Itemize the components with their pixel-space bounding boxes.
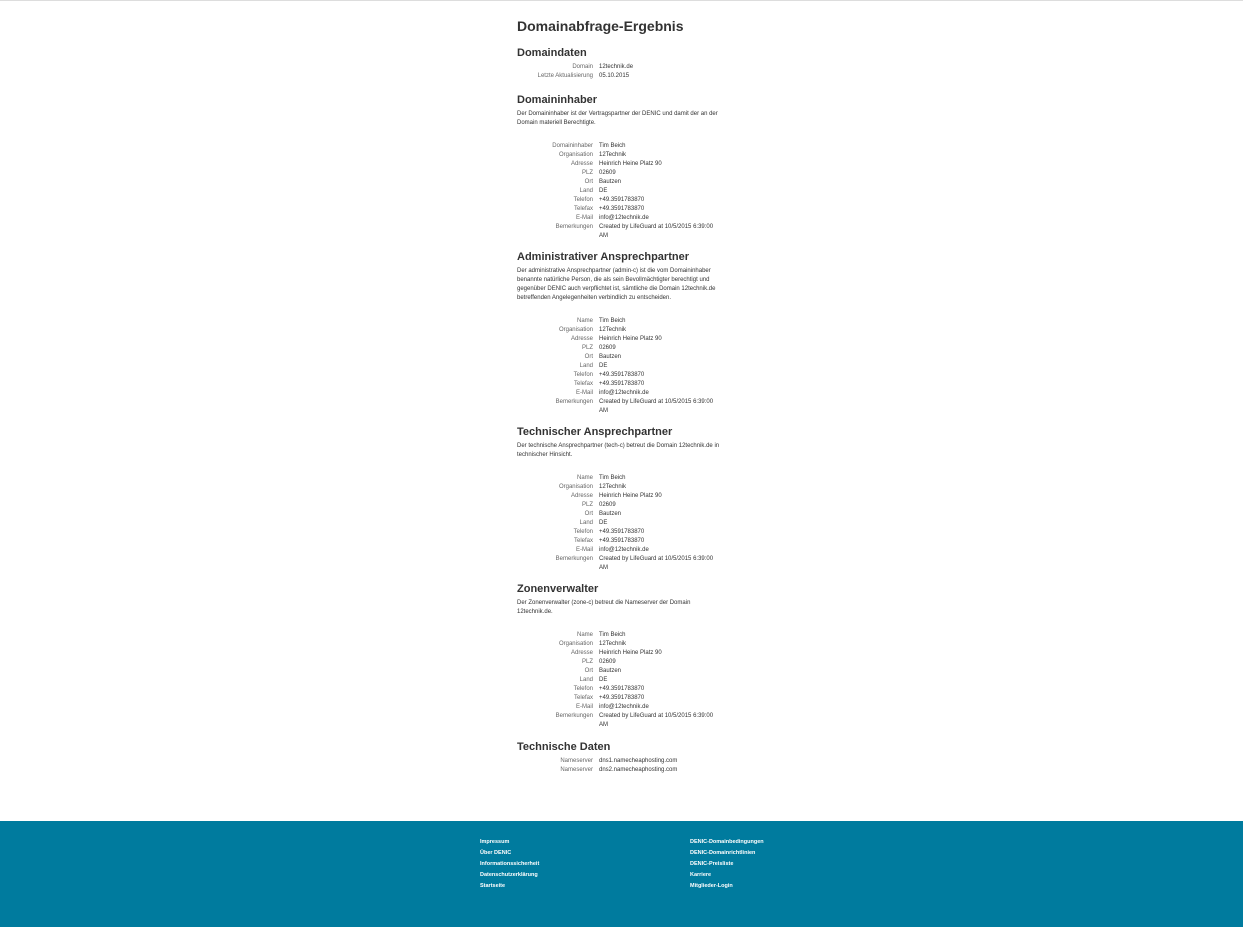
section-zone-c xyxy=(517,582,727,730)
zone-c-rows xyxy=(517,631,727,730)
row-value: 12technik.de xyxy=(599,64,634,70)
data-row xyxy=(517,142,727,151)
row-label: E-Mail xyxy=(575,704,593,710)
row-value: Created by LifeGuard at 10/5/2015 6:39:00 AM xyxy=(599,713,714,728)
row-label: Telefon xyxy=(573,197,593,203)
data-row xyxy=(517,649,727,658)
data-row xyxy=(517,555,727,573)
data-row xyxy=(517,546,727,555)
data-row xyxy=(517,658,727,667)
row-value: Created by LifeGuard at 10/5/2015 6:39:00 AM xyxy=(599,399,714,414)
row-label: Land xyxy=(579,188,593,194)
row-label: Name xyxy=(576,632,593,638)
data-row xyxy=(517,631,727,640)
row-value: info@12technik.de xyxy=(599,215,649,221)
row-value: 12Technik xyxy=(599,484,627,490)
row-value: Tim Beich xyxy=(599,632,626,638)
row-label: Nameserver xyxy=(560,767,593,773)
footer-link[interactable]: DENIC-Preisliste xyxy=(690,861,734,867)
row-value: Heinrich Heine Platz 90 xyxy=(599,493,662,499)
row-label: E-Mail xyxy=(575,390,593,396)
data-row xyxy=(517,317,727,326)
row-value: 05.10.2015 xyxy=(599,73,630,79)
data-row xyxy=(517,398,727,416)
footer-link[interactable]: DENIC-Domainbedingungen xyxy=(690,839,764,845)
row-value: dns1.namecheaphosting.com xyxy=(599,758,678,764)
row-label: Telefon xyxy=(573,686,593,692)
row-label: PLZ xyxy=(581,345,593,351)
row-label: E-Mail xyxy=(575,215,593,221)
data-row xyxy=(517,766,727,775)
footer-link[interactable]: DENIC-Domainrichtlinien xyxy=(690,850,756,856)
row-value: Tim Beich xyxy=(599,475,626,481)
row-value: Bautzen xyxy=(599,511,622,517)
row-value: +49.3591783870 xyxy=(599,372,645,378)
row-label: Adresse xyxy=(570,161,593,167)
row-label: PLZ xyxy=(581,502,593,508)
section-technische-daten xyxy=(517,740,727,775)
footer xyxy=(0,821,1243,927)
section-description: Der technische Ansprechpartner (tech-c) betreut die Domain 12technik.de in technischer Hinsicht. xyxy=(517,443,720,458)
footer-link[interactable]: Datenschutzerklärung xyxy=(480,872,538,878)
row-value: Heinrich Heine Platz 90 xyxy=(599,161,662,167)
main-content xyxy=(517,17,727,775)
row-value: 12Technik xyxy=(599,152,627,158)
data-row xyxy=(517,519,727,528)
row-label: Ort xyxy=(584,668,593,674)
row-value: Bautzen xyxy=(599,179,622,185)
row-label: Organisation xyxy=(558,327,593,333)
row-label: E-Mail xyxy=(575,547,593,553)
data-row xyxy=(517,362,727,371)
row-value: dns2.namecheaphosting.com xyxy=(599,767,678,773)
data-row xyxy=(517,694,727,703)
footer-link[interactable]: Mitglieder-Login xyxy=(690,883,733,889)
row-label: Organisation xyxy=(558,152,593,158)
footer-links-left xyxy=(480,837,539,892)
data-row xyxy=(517,326,727,335)
data-row xyxy=(517,344,727,353)
section-tech-c xyxy=(517,425,727,573)
data-row xyxy=(517,160,727,169)
row-label: Name xyxy=(576,318,593,324)
technische-daten-rows xyxy=(517,757,727,775)
row-label: Adresse xyxy=(570,650,593,656)
row-label: Adresse xyxy=(570,336,593,342)
data-row xyxy=(517,676,727,685)
row-value: Heinrich Heine Platz 90 xyxy=(599,336,662,342)
data-row xyxy=(517,214,727,223)
data-row xyxy=(517,187,727,196)
data-row xyxy=(517,712,727,730)
data-row xyxy=(517,474,727,483)
section-description: Der Zonenverwalter (zone-c) betreut die Nameserver der Domain 12technik.de. xyxy=(517,600,691,615)
row-label: Domaininhaber xyxy=(552,143,593,149)
data-row xyxy=(517,757,727,766)
row-value: info@12technik.de xyxy=(599,704,649,710)
row-value: +49.3591783870 xyxy=(599,197,645,203)
row-value: 12Technik xyxy=(599,641,627,647)
row-label: Telefon xyxy=(573,372,593,378)
domaininhaber-rows xyxy=(517,142,727,241)
admin-c-rows xyxy=(517,317,727,416)
data-row xyxy=(517,169,727,178)
section-heading: Domaininhaber xyxy=(517,94,598,106)
row-value: +49.3591783870 xyxy=(599,686,645,692)
section-heading: Domaindaten xyxy=(517,47,587,59)
row-value: DE xyxy=(599,677,608,683)
row-value: +49.3591783870 xyxy=(599,381,645,387)
data-row xyxy=(517,501,727,510)
section-heading: Zonenverwalter xyxy=(517,583,599,595)
row-label: Ort xyxy=(584,354,593,360)
row-value: 02609 xyxy=(599,502,616,508)
row-label: Letzte Aktualisierung xyxy=(537,73,593,79)
row-label: Organisation xyxy=(558,641,593,647)
data-row xyxy=(517,196,727,205)
row-value: 02609 xyxy=(599,659,616,665)
section-heading: Technischer Ansprechpartner xyxy=(517,426,673,438)
row-label: Name xyxy=(576,475,593,481)
row-label: Adresse xyxy=(570,493,593,499)
section-domaindaten xyxy=(517,46,727,81)
section-domaininhaber xyxy=(517,93,727,241)
row-label: PLZ xyxy=(581,170,593,176)
row-label: Ort xyxy=(584,511,593,517)
row-label: Land xyxy=(579,520,593,526)
section-admin-c xyxy=(517,250,727,416)
row-value: +49.3591783870 xyxy=(599,529,645,535)
row-label: Organisation xyxy=(558,484,593,490)
row-label: Nameserver xyxy=(560,758,593,764)
row-value: DE xyxy=(599,363,608,369)
row-value: +49.3591783870 xyxy=(599,538,645,544)
section-description: Der administrative Ansprechpartner (admin-c) ist die vom Domaininhaber benannte natürliche Person, die als sein Bevollmächtigter berechtigt und gegenüber DENIC auch verpflichtet ist, sämtliche die Domain 12technik.de betreffenden Angelegenheiten verbindlich zu entscheiden. xyxy=(517,268,716,301)
row-value: Bautzen xyxy=(599,668,622,674)
row-label: Bemerkungen xyxy=(555,399,593,405)
row-value: DE xyxy=(599,188,608,194)
page-title: Domainabfrage-Ergebnis xyxy=(517,18,684,34)
row-value: Heinrich Heine Platz 90 xyxy=(599,650,662,656)
footer-links-right xyxy=(690,837,764,892)
domaindaten-rows xyxy=(517,63,727,81)
data-row xyxy=(517,685,727,694)
row-value: Tim Beich xyxy=(599,143,626,149)
row-value: Created by LifeGuard at 10/5/2015 6:39:00 AM xyxy=(599,556,714,571)
data-row xyxy=(517,640,727,649)
row-label: Domain xyxy=(572,64,593,70)
footer-link[interactable]: Informationssicherheit xyxy=(480,861,540,867)
row-value: 12Technik xyxy=(599,327,627,333)
data-row xyxy=(517,492,727,501)
data-row xyxy=(517,483,727,492)
data-row xyxy=(517,353,727,362)
row-label: Telefon xyxy=(573,529,593,535)
row-label: Land xyxy=(579,677,593,683)
data-row xyxy=(517,151,727,160)
row-label: Telefax xyxy=(573,538,593,544)
footer-link[interactable]: Startseite xyxy=(480,883,506,889)
data-row xyxy=(517,223,727,241)
row-value: 02609 xyxy=(599,170,616,176)
data-row xyxy=(517,72,727,81)
section-description: Der Domaininhaber ist der Vertragspartner der DENIC und damit der an der Domain materiell Berechtigte. xyxy=(517,111,718,126)
footer-link[interactable]: Karriere xyxy=(690,872,712,878)
data-row xyxy=(517,510,727,519)
section-heading: Administrativer Ansprechpartner xyxy=(517,251,689,263)
data-row xyxy=(517,63,727,72)
row-value: Tim Beich xyxy=(599,318,626,324)
data-row xyxy=(517,335,727,344)
row-value: info@12technik.de xyxy=(599,390,649,396)
row-value: +49.3591783870 xyxy=(599,695,645,701)
row-value: Created by LifeGuard at 10/5/2015 6:39:00 AM xyxy=(599,224,714,239)
row-value: DE xyxy=(599,520,608,526)
tech-c-rows xyxy=(517,474,727,573)
footer-link[interactable]: Impressum xyxy=(480,839,510,845)
footer-link[interactable]: Über DENIC xyxy=(480,850,512,856)
data-row xyxy=(517,371,727,380)
row-value: 02609 xyxy=(599,345,616,351)
data-row xyxy=(517,389,727,398)
row-label: Bemerkungen xyxy=(555,224,593,230)
top-border xyxy=(0,0,1243,1)
row-label: Bemerkungen xyxy=(555,713,593,719)
data-row xyxy=(517,205,727,214)
row-label: Bemerkungen xyxy=(555,556,593,562)
row-value: +49.3591783870 xyxy=(599,206,645,212)
row-label: Telefax xyxy=(573,206,593,212)
row-value: Bautzen xyxy=(599,354,622,360)
data-row xyxy=(517,178,727,187)
row-value: info@12technik.de xyxy=(599,547,649,553)
data-row xyxy=(517,703,727,712)
row-label: Land xyxy=(579,363,593,369)
row-label: Telefax xyxy=(573,381,593,387)
row-label: Ort xyxy=(584,179,593,185)
data-row xyxy=(517,537,727,546)
data-row xyxy=(517,667,727,676)
section-heading: Technische Daten xyxy=(517,741,611,753)
row-label: Telefax xyxy=(573,695,593,701)
data-row xyxy=(517,528,727,537)
data-row xyxy=(517,380,727,389)
row-label: PLZ xyxy=(581,659,593,665)
